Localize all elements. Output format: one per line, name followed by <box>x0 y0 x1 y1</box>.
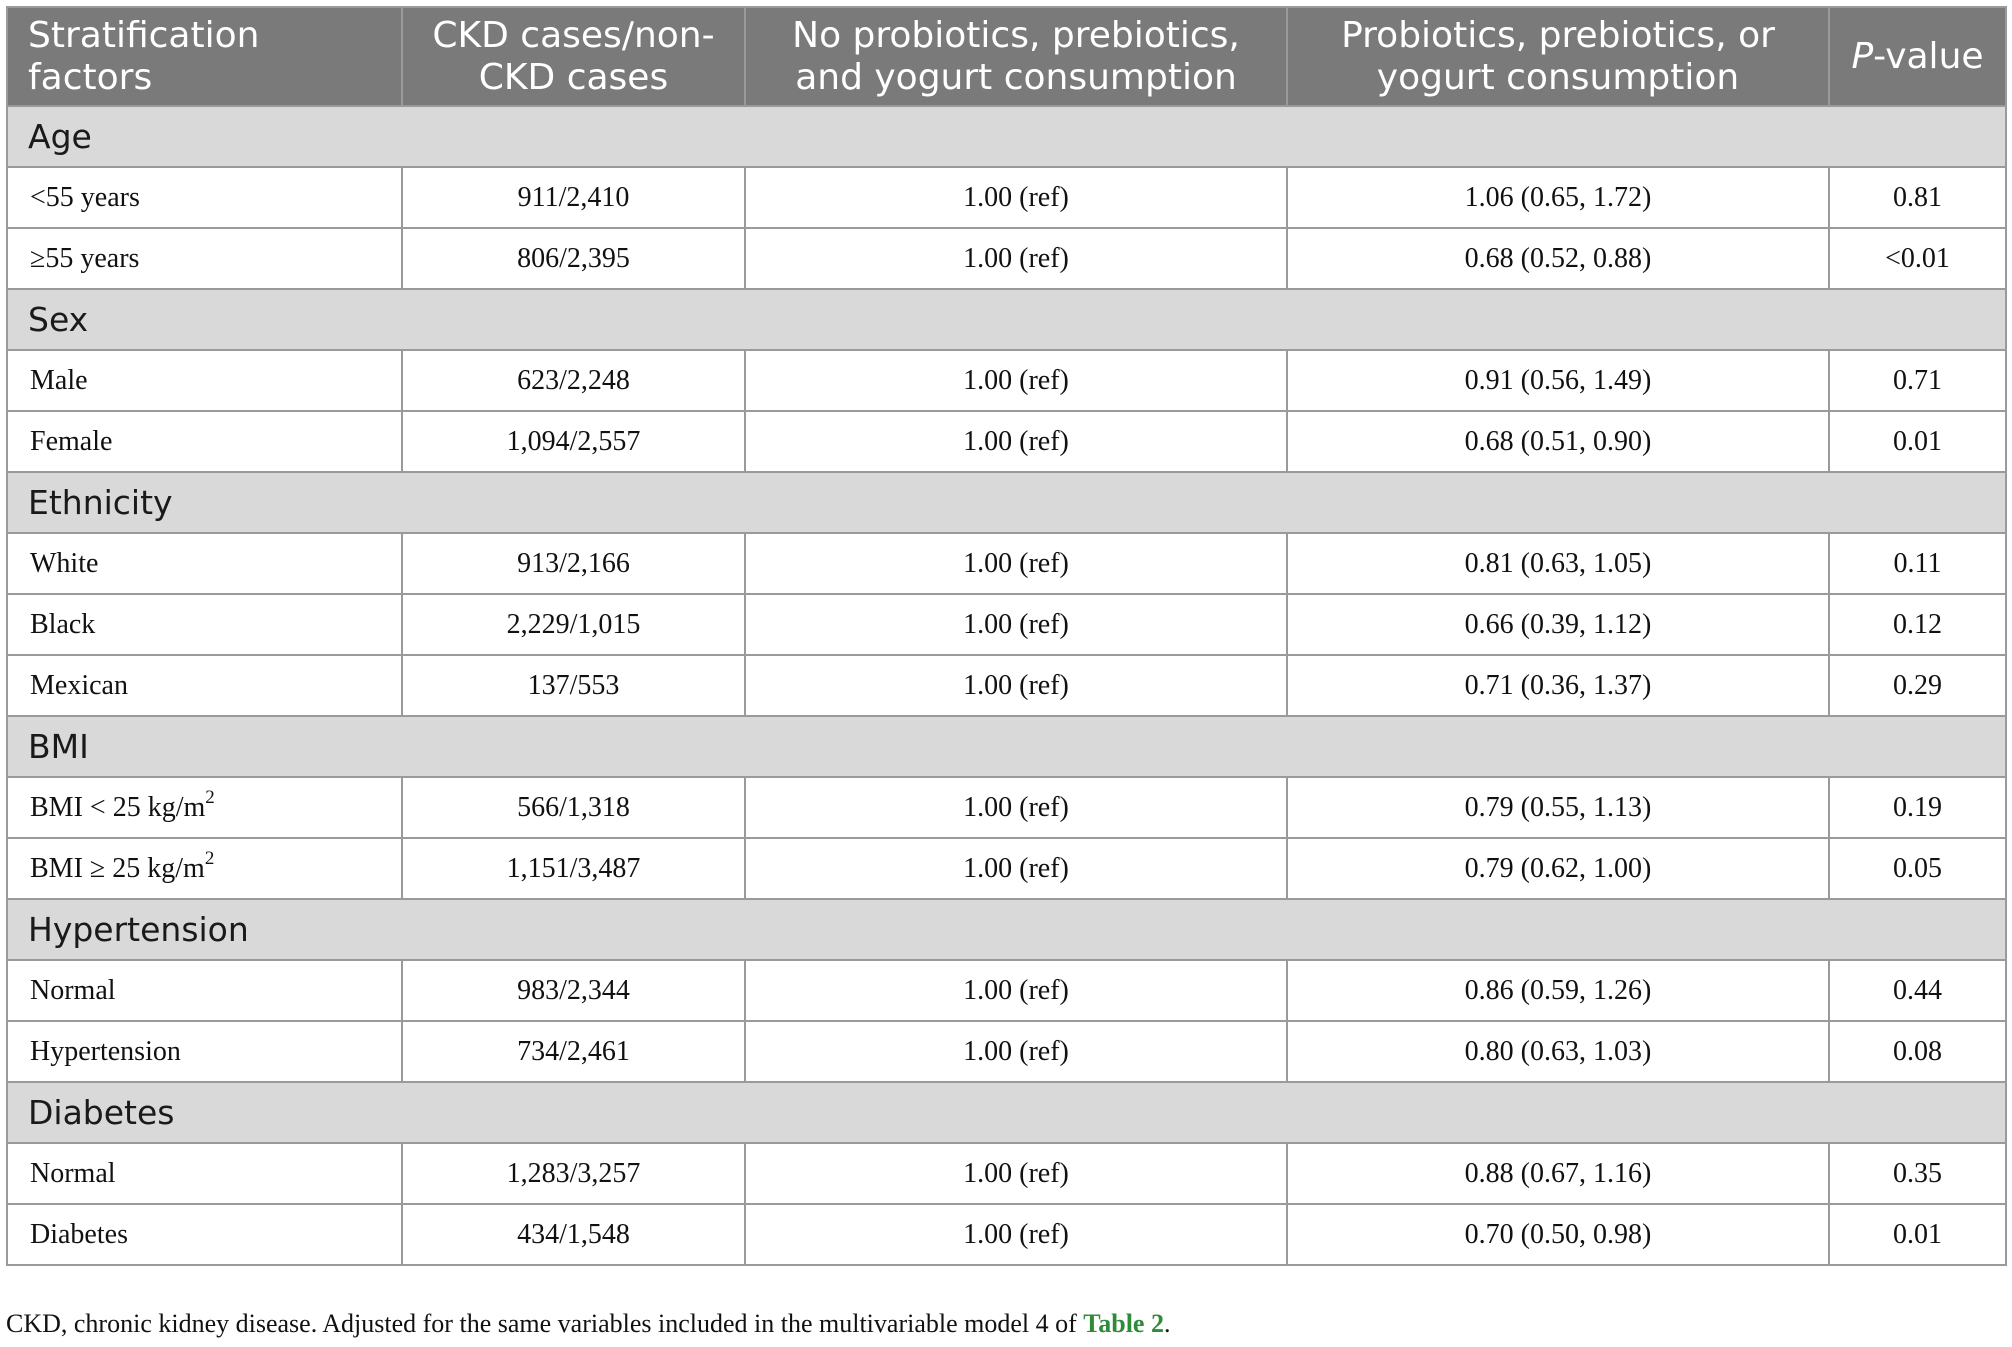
cell-no-consumption: 1.00 (ref) <box>745 838 1287 899</box>
row-label <box>7 533 402 594</box>
table-2-link[interactable]: Table 2 <box>1083 1309 1164 1338</box>
row-label <box>7 594 402 655</box>
cell-no-consumption: 1.00 (ref) <box>745 777 1287 838</box>
table-row <box>7 960 2006 1021</box>
cell-consumption: 1.06 (0.65, 1.72) <box>1287 167 1829 228</box>
row-label <box>7 167 402 228</box>
table-row <box>7 655 2006 716</box>
group-row <box>7 716 2006 777</box>
row-label-text: Mexican <box>30 669 128 701</box>
table-row <box>7 167 2006 228</box>
row-label <box>7 1143 402 1204</box>
cell-p-value: 0.44 <box>1829 960 2006 1021</box>
cell-no-consumption: 1.00 (ref) <box>745 1143 1287 1204</box>
cell-p-value: 0.29 <box>1829 655 2006 716</box>
group-row <box>7 472 2006 533</box>
cell-consumption: 0.79 (0.62, 1.00) <box>1287 838 1829 899</box>
cell-p-value: 0.71 <box>1829 350 2006 411</box>
cell-p-value: 0.01 <box>1829 411 2006 472</box>
cell-consumption: 0.68 (0.52, 0.88) <box>1287 228 1829 289</box>
row-label <box>7 655 402 716</box>
row-label-text: <55 years <box>30 181 140 213</box>
cell-consumption: 0.88 (0.67, 1.16) <box>1287 1143 1829 1204</box>
cell-p-value: <0.01 <box>1829 228 2006 289</box>
row-label-text: Normal <box>30 1157 116 1189</box>
row-label <box>7 777 402 838</box>
cell-no-consumption: 1.00 (ref) <box>745 594 1287 655</box>
cell-no-consumption: 1.00 (ref) <box>745 167 1287 228</box>
row-label-text: White <box>30 547 99 579</box>
cell-cases: 137/553 <box>402 655 745 716</box>
cell-consumption: 0.68 (0.51, 0.90) <box>1287 411 1829 472</box>
table-row <box>7 533 2006 594</box>
header-p-value: P-value <box>1829 7 2006 106</box>
cell-cases: 983/2,344 <box>402 960 745 1021</box>
group-label: BMI <box>7 716 2006 777</box>
table-footnote <box>6 1309 1170 1339</box>
group-label: Ethnicity <box>7 472 2006 533</box>
table-row <box>7 777 2006 838</box>
header-row <box>7 7 2006 106</box>
cell-consumption: 0.66 (0.39, 1.12) <box>1287 594 1829 655</box>
row-label <box>7 1204 402 1265</box>
stratified-analysis-table <box>6 6 2007 1266</box>
cell-consumption: 0.81 (0.63, 1.05) <box>1287 533 1829 594</box>
cell-cases: 566/1,318 <box>402 777 745 838</box>
row-label-text: Black <box>30 608 96 640</box>
table-body <box>7 106 2006 1265</box>
row-label-text: Male <box>30 364 88 396</box>
cell-no-consumption: 1.00 (ref) <box>745 1021 1287 1082</box>
row-label <box>7 411 402 472</box>
table-row <box>7 594 2006 655</box>
table-row <box>7 350 2006 411</box>
cell-p-value: 0.11 <box>1829 533 2006 594</box>
cell-cases: 806/2,395 <box>402 228 745 289</box>
group-row <box>7 289 2006 350</box>
table-row <box>7 1143 2006 1204</box>
group-label: Hypertension <box>7 899 2006 960</box>
group-row <box>7 1082 2006 1143</box>
group-row <box>7 899 2006 960</box>
header-consumption: Probiotics, prebiotics, or yogurt consumption <box>1287 7 1829 106</box>
group-label: Age <box>7 106 2006 167</box>
cell-p-value: 0.08 <box>1829 1021 2006 1082</box>
row-label <box>7 1021 402 1082</box>
row-label-superscript: 2 <box>204 848 215 870</box>
table-row <box>7 228 2006 289</box>
table-row <box>7 1204 2006 1265</box>
row-label-text: ≥55 years <box>30 242 140 274</box>
header-no-consumption: No probiotics, prebiotics, and yogurt consumption <box>745 7 1287 106</box>
table-container <box>6 6 2005 1266</box>
table-row <box>7 411 2006 472</box>
group-label: Diabetes <box>7 1082 2006 1143</box>
row-label-superscript: 2 <box>205 787 215 809</box>
cell-p-value: 0.01 <box>1829 1204 2006 1265</box>
cell-cases: 734/2,461 <box>402 1021 745 1082</box>
cell-p-value: 0.12 <box>1829 594 2006 655</box>
cell-consumption: 0.91 (0.56, 1.49) <box>1287 350 1829 411</box>
cell-no-consumption: 1.00 (ref) <box>745 655 1287 716</box>
header-stratification-factors: Stratification factors <box>7 7 402 106</box>
cell-no-consumption: 1.00 (ref) <box>745 533 1287 594</box>
table-row <box>7 1021 2006 1082</box>
row-label <box>7 350 402 411</box>
cell-cases: 1,151/3,487 <box>402 838 745 899</box>
row-label <box>7 960 402 1021</box>
cell-no-consumption: 1.00 (ref) <box>745 350 1287 411</box>
cell-p-value: 0.19 <box>1829 777 2006 838</box>
cell-consumption: 0.80 (0.63, 1.03) <box>1287 1021 1829 1082</box>
row-label <box>7 838 402 899</box>
row-label-text: Female <box>30 425 113 457</box>
cell-p-value: 0.81 <box>1829 167 2006 228</box>
cell-no-consumption: 1.00 (ref) <box>745 1204 1287 1265</box>
cell-consumption: 0.70 (0.50, 0.98) <box>1287 1204 1829 1265</box>
cell-cases: 2,229/1,015 <box>402 594 745 655</box>
row-label-text: Normal <box>30 974 116 1006</box>
cell-consumption: 0.71 (0.36, 1.37) <box>1287 655 1829 716</box>
cell-consumption: 0.86 (0.59, 1.26) <box>1287 960 1829 1021</box>
row-label-text: BMI ≥ 25 kg/m <box>30 852 205 884</box>
cell-no-consumption: 1.00 (ref) <box>745 960 1287 1021</box>
cell-consumption: 0.79 (0.55, 1.13) <box>1287 777 1829 838</box>
group-row <box>7 106 2006 167</box>
footnote-text: CKD, chronic kidney disease. Adjusted for the same variables included in the multivariable model 4 of <box>6 1309 1084 1338</box>
table-row <box>7 838 2006 899</box>
row-label-text: Hypertension <box>30 1035 181 1067</box>
header-ckd-cases: CKD cases/non-CKD cases <box>402 7 745 106</box>
cell-p-value: 0.05 <box>1829 838 2006 899</box>
cell-no-consumption: 1.00 (ref) <box>745 228 1287 289</box>
cell-cases: 623/2,248 <box>402 350 745 411</box>
group-label: Sex <box>7 289 2006 350</box>
cell-cases: 913/2,166 <box>402 533 745 594</box>
cell-no-consumption: 1.00 (ref) <box>745 411 1287 472</box>
cell-cases: 1,094/2,557 <box>402 411 745 472</box>
footnote-end: . <box>1163 1309 1171 1338</box>
row-label <box>7 228 402 289</box>
cell-p-value: 0.35 <box>1829 1143 2006 1204</box>
row-label-text: Diabetes <box>30 1218 128 1250</box>
cell-cases: 1,283/3,257 <box>402 1143 745 1204</box>
row-label-text: BMI < 25 kg/m <box>30 791 206 823</box>
cell-cases: 434/1,548 <box>402 1204 745 1265</box>
cell-cases: 911/2,410 <box>402 167 745 228</box>
